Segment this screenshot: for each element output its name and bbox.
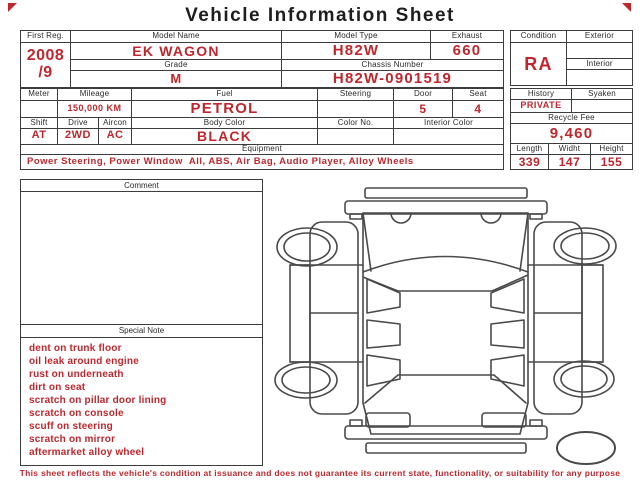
interior-value [567,70,633,86]
door-value: 5 [394,101,453,118]
special-note-item: oil leak around engine [29,356,139,367]
interior-color-value [394,128,504,144]
width-label: Widht [549,144,591,155]
length-label: Length [511,144,549,155]
special-note-item: scratch on console [29,408,124,419]
history-label: History [511,89,572,100]
condition-panel [510,30,632,86]
recycle-fee-label: Recycle Fee [511,113,633,124]
special-note-label: Special Note [21,324,262,338]
body-color-label: Body Color [132,117,318,128]
chassis-number-value: H82W-0901519 [282,70,504,87]
first-reg-label: First Reg. [21,31,71,43]
equipment-value: Power Steering, Power Window All, ABS, Air Bag, Audio Player, Alloy Wheels [21,154,504,169]
windshield-arc [363,257,528,273]
footer-disclaimer: This sheet reflects the vehicle's condition at issuance and does not guarantee its current state, functionality, or suitability for any purpose [19,468,621,478]
spare-wheel [557,432,615,464]
meter-value [21,101,58,118]
color-no-label: Color No. [318,117,394,128]
special-note-item: aftermarket alloy wheel [29,447,145,458]
door-label: Door [394,89,453,101]
model-name-label: Model Name [71,31,282,43]
seat-label: Seat [453,89,504,101]
grade-value: M [71,70,282,87]
fuel-label: Fuel [132,89,318,101]
exterior-label: Exterior [567,31,633,43]
length-value: 339 [511,155,549,170]
special-note-item: scuff on steering [29,421,113,432]
fuel-value: PETROL [132,101,318,118]
interior-color-label: Interior Color [394,117,504,128]
rocker-panel-right [582,265,603,362]
color-no-value [318,128,394,144]
history-value: PRIVATE [511,100,572,113]
model-name-value: EK WAGON [71,43,282,60]
comment-special-note-box [20,179,263,466]
rear-bumper [345,420,547,453]
rear-deck-line [365,375,526,403]
condition-value: RA [511,43,567,86]
exhaust-value: 660 [431,43,504,60]
first-reg-month: /9 [38,63,53,81]
condition-label: Condition [511,31,567,43]
shift-label: Shift [21,117,58,128]
width-value: 147 [549,155,591,170]
meter-label: Meter [21,89,58,101]
first-reg-year: 2008 [26,46,65,64]
exhaust-label: Exhaust [431,31,504,43]
comment-value [21,192,262,324]
height-value: 155 [591,155,633,170]
syaken-value [572,100,633,113]
aircon-label: Aircon [99,117,132,128]
model-type-value: H82W [282,43,431,60]
comment-label: Comment [21,180,262,192]
page-title: Vehicle Information Sheet [185,5,455,26]
exterior-value [567,43,633,59]
shift-value: AT [21,128,58,144]
special-note-item: dent on trunk floor [29,343,122,354]
tail-light-right [482,413,526,427]
first-reg-value [21,43,71,88]
seat-value: 4 [453,101,504,118]
chassis-number-label: Chassis Number [282,59,504,70]
equipment-label: Equipment [21,144,504,154]
model-type-label: Model Type [282,31,431,43]
drive-value: 2WD [58,128,99,144]
front-bumper [345,188,547,219]
history-panel [510,88,632,170]
syaken-label: Syaken [572,89,633,100]
steering-value [318,101,394,118]
wheels [275,228,616,464]
special-note-item: dirt on seat [29,382,86,393]
mileage-value: 150,000 KM [58,101,132,118]
grade-label: Grade [71,59,282,70]
drive-label: Drive [58,117,99,128]
height-label: Height [591,144,633,155]
registration-table [20,30,503,88]
door-trim-left [367,279,400,386]
aircon-value: AC [99,128,132,144]
car-top-view-diagram [270,185,636,469]
recycle-fee-value: 9,460 [511,124,633,144]
steering-label: Steering [318,89,394,101]
spec-table [20,88,503,170]
special-note-item: scratch on pillar door lining [29,395,167,406]
rocker-panel-left [290,265,310,362]
special-note-item: scratch on mirror [29,434,116,445]
car-body-outline [363,213,528,434]
tail-light-left [366,413,410,427]
special-note-list [21,338,262,459]
door-trim-right [491,279,524,386]
interior-label: Interior [567,59,633,70]
body-color-value: BLACK [132,128,318,144]
mileage-label: Mileage [58,89,132,101]
special-note-item: rust on underneath [29,369,124,380]
